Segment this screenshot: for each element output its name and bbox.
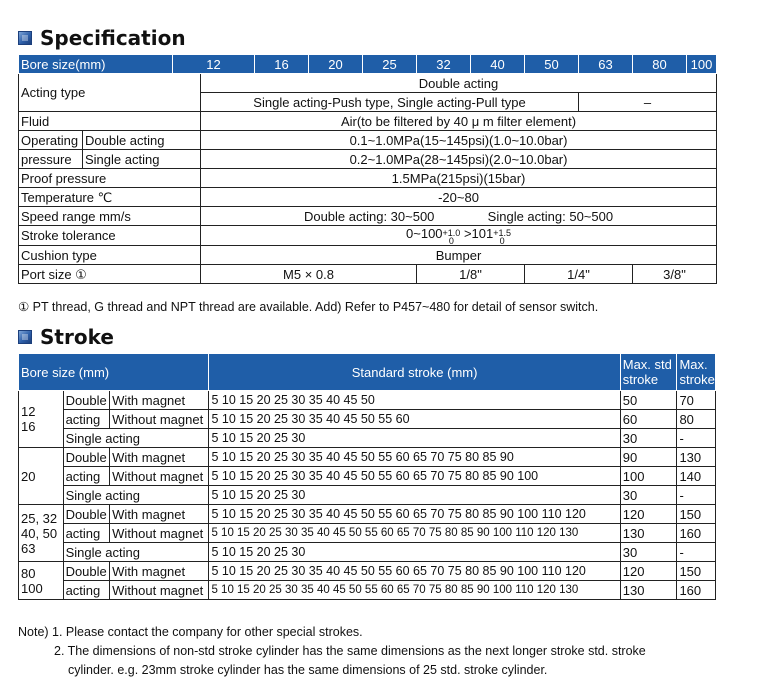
- stroke-table: [18, 353, 716, 600]
- max-stroke: 150: [677, 505, 716, 524]
- speed-label: Speed range mm/s: [19, 207, 201, 226]
- table-row: [19, 448, 716, 467]
- max-stroke: -: [677, 486, 716, 505]
- with-magnet-label: With magnet: [110, 391, 209, 410]
- without-magnet-label: Without magnet: [110, 524, 209, 543]
- max-stroke: 130: [677, 448, 716, 467]
- fluid-label: Fluid: [19, 112, 201, 131]
- tol-a-limits: [443, 229, 461, 245]
- note-2b: cylinder. e.g. 23mm stroke cylinder has the same dimensions of 25 std. stroke cylinder.: [68, 663, 548, 677]
- table-row: [19, 543, 716, 562]
- max-stroke: 80: [677, 410, 716, 429]
- op-single-label: Single acting: [83, 150, 201, 169]
- specification-title: Specification: [40, 26, 186, 50]
- max-stroke-header: [677, 354, 716, 391]
- double-label: Double: [63, 505, 110, 524]
- cushion-label: Cushion type: [19, 246, 201, 265]
- standard-stroke-values: 5 10 15 20 25 30 35 40 45 50 55 60 65 70 75 80 85 90: [209, 448, 620, 467]
- single-acting-label: Single acting: [63, 543, 209, 562]
- single-acting-label: Single acting: [63, 429, 209, 448]
- tol-b-up: +1.5: [493, 228, 512, 238]
- max-line1: Max.: [679, 357, 708, 372]
- bore-100: 100: [687, 55, 717, 74]
- bore-63: 63: [579, 55, 633, 74]
- max-std-stroke: 100: [620, 467, 677, 486]
- standard-stroke-header: Standard stroke (mm): [209, 354, 620, 391]
- tol-a-up: +1.0: [442, 228, 461, 238]
- tol-b-down: 0: [499, 236, 505, 246]
- bore-text: 40, 50: [21, 525, 58, 541]
- max-stroke: 70: [677, 391, 716, 410]
- bore-cell: [19, 391, 64, 448]
- bore-text: 12: [21, 404, 36, 419]
- double-label: Double: [63, 448, 110, 467]
- acting-label: acting: [63, 524, 110, 543]
- op-double-label: Double acting: [83, 131, 201, 150]
- bore-32: 32: [417, 55, 471, 74]
- stroke-tolerance-row: [19, 226, 717, 246]
- speed-value: [201, 207, 717, 226]
- temp-label: Temperature ℃: [19, 188, 201, 207]
- stroke-tol-value: [201, 226, 717, 246]
- single-acting-label: Single acting: [63, 486, 209, 505]
- max-std-stroke: 30: [620, 543, 677, 562]
- with-magnet-label: With magnet: [110, 505, 209, 524]
- operating-double-row: [19, 131, 717, 150]
- note-2a: 2. The dimensions of non-std stroke cylinder has the same dimensions as the next longer stroke std. stroke: [54, 644, 646, 658]
- bore-text: 100: [21, 580, 43, 596]
- max-std-stroke: 30: [620, 429, 677, 448]
- bore-text: 80: [21, 565, 36, 581]
- table-row: [19, 429, 716, 448]
- standard-stroke-values: 5 10 15 20 25 30 35 40 45 50: [209, 391, 620, 410]
- bore-12: 12: [173, 55, 255, 74]
- max-std-stroke: 90: [620, 448, 677, 467]
- table-row: [19, 467, 716, 486]
- stroke-tol-label: Stroke tolerance: [19, 226, 201, 246]
- proof-label: Proof pressure: [19, 169, 201, 188]
- speed-double: Double acting: 30~500: [303, 208, 435, 224]
- max-std-stroke: 30: [620, 486, 677, 505]
- bore-25: 25: [363, 55, 417, 74]
- double-label: Double: [63, 562, 110, 581]
- without-magnet-label: Without magnet: [110, 581, 209, 600]
- acting-type-label: Acting type: [19, 74, 201, 112]
- op-double-value: 0.1~1.0MPa(15~145psi)(1.0~10.0bar): [201, 131, 717, 150]
- table-row: [19, 562, 716, 581]
- with-magnet-label: With magnet: [110, 562, 209, 581]
- standard-stroke-values: 5 10 15 20 25 30 35 40 45 50 55 60 65 70 75 80 85 90 100 110 120 130: [209, 524, 620, 543]
- acting-type-row: [19, 74, 717, 93]
- square-bullet-icon: [18, 330, 32, 344]
- bore-text: 25, 32: [21, 510, 58, 526]
- stroke-heading: [18, 325, 114, 349]
- table-row: [19, 410, 716, 429]
- bore-cell: [19, 562, 64, 600]
- speed-single: Single acting: 50~500: [487, 208, 614, 224]
- acting-label: acting: [63, 410, 110, 429]
- cushion-value: Bumper: [201, 246, 717, 265]
- acting-single-80-100: –: [579, 93, 717, 112]
- max-stroke: 150: [677, 562, 716, 581]
- cushion-row: [19, 246, 717, 265]
- spec-footnote: ① PT thread, G thread and NPT thread are available. Add) Refer to P457~480 for detail of sensor switch.: [18, 300, 599, 314]
- max-stroke: 160: [677, 581, 716, 600]
- fluid-row: [19, 112, 717, 131]
- speed-row: [19, 207, 717, 226]
- port-1-4: 1/4": [525, 265, 633, 284]
- without-magnet-label: Without magnet: [110, 467, 209, 486]
- stroke-bore-header: Bore size (mm): [19, 354, 209, 391]
- acting-label: acting: [63, 581, 110, 600]
- table-row: [19, 391, 716, 410]
- fluid-value: Air(to be filtered by 40 μ m filter element): [201, 112, 717, 131]
- standard-stroke-values: 5 10 15 20 25 30 35 40 45 50 55 60 65 70 75 80 85 90 100 110 120 130: [209, 581, 620, 600]
- bore-size-header: Bore size(mm): [19, 55, 173, 74]
- standard-stroke-values: 5 10 15 20 25 30: [209, 543, 620, 562]
- standard-stroke-values: 5 10 15 20 25 30 35 40 45 50 55 60 65 70 75 80 85 90 100 110 120: [209, 562, 620, 581]
- max-std-stroke: 60: [620, 410, 677, 429]
- max-std-stroke: 120: [620, 562, 677, 581]
- tol-a: 0~100: [406, 226, 443, 241]
- max-std-stroke: 130: [620, 524, 677, 543]
- max-std-line2: stroke: [622, 372, 659, 387]
- max-line2: stroke: [679, 372, 715, 387]
- specification-table: [18, 54, 717, 284]
- max-std-stroke: 130: [620, 581, 677, 600]
- pressure-label: pressure: [19, 150, 83, 169]
- table-row: [19, 505, 716, 524]
- port-label: Port size ①: [19, 265, 201, 284]
- standard-stroke-values: 5 10 15 20 25 30: [209, 486, 620, 505]
- acting-double-value: Double acting: [201, 74, 717, 93]
- operating-label: Operating: [19, 131, 83, 150]
- max-stroke: -: [677, 543, 716, 562]
- stroke-title: Stroke: [40, 325, 114, 349]
- standard-stroke-values: 5 10 15 20 25 30 35 40 45 50 55 60 65 70 75 80 85 90 100 110 120: [209, 505, 620, 524]
- max-std-stroke-header: [620, 354, 677, 391]
- max-std-line1: Max. std: [622, 357, 672, 372]
- stroke-header-row: [19, 354, 716, 391]
- acting-label: acting: [63, 467, 110, 486]
- bore-cell: [19, 505, 64, 562]
- table-row: [19, 581, 716, 600]
- operating-single-row: [19, 150, 717, 169]
- square-bullet-icon: [18, 31, 32, 45]
- bore-cell: 20: [19, 448, 64, 505]
- port-size-row: [19, 265, 717, 284]
- specification-heading: [18, 26, 186, 50]
- max-stroke: 160: [677, 524, 716, 543]
- proof-pressure-row: [19, 169, 717, 188]
- temp-value: -20~80: [201, 188, 717, 207]
- bore-text: 16: [21, 419, 36, 434]
- bore-80: 80: [633, 55, 687, 74]
- max-std-stroke: 120: [620, 505, 677, 524]
- standard-stroke-values: 5 10 15 20 25 30 35 40 45 50 55 60: [209, 410, 620, 429]
- standard-stroke-values: 5 10 15 20 25 30: [209, 429, 620, 448]
- table-row: [19, 486, 716, 505]
- max-std-stroke: 50: [620, 391, 677, 410]
- bore-20: 20: [309, 55, 363, 74]
- bore-16: 16: [255, 55, 309, 74]
- tol-b: >101: [463, 226, 494, 241]
- table-row: [19, 524, 716, 543]
- with-magnet-label: With magnet: [110, 448, 209, 467]
- temperature-row: [19, 188, 717, 207]
- port-m5: M5 × 0.8: [201, 265, 417, 284]
- proof-value: 1.5MPa(215psi)(15bar): [201, 169, 717, 188]
- spec-header-row: [19, 55, 717, 74]
- acting-single-value: Single acting-Push type, Single acting-Pull type: [201, 93, 579, 112]
- bore-text: 63: [21, 540, 36, 556]
- op-single-value: 0.2~1.0MPa(28~145psi)(2.0~10.0bar): [201, 150, 717, 169]
- standard-stroke-values: 5 10 15 20 25 30 35 40 45 50 55 60 65 70 75 80 85 90 100: [209, 467, 620, 486]
- max-stroke: -: [677, 429, 716, 448]
- tol-b-limits: [493, 229, 511, 245]
- bore-50: 50: [525, 55, 579, 74]
- tol-a-down: 0: [448, 236, 454, 246]
- double-label: Double: [63, 391, 110, 410]
- max-stroke: 140: [677, 467, 716, 486]
- port-3-8: 3/8": [633, 265, 717, 284]
- bore-40: 40: [471, 55, 525, 74]
- port-1-8: 1/8": [417, 265, 525, 284]
- without-magnet-label: Without magnet: [110, 410, 209, 429]
- note-1: Note) 1. Please contact the company for other special strokes.: [18, 625, 363, 639]
